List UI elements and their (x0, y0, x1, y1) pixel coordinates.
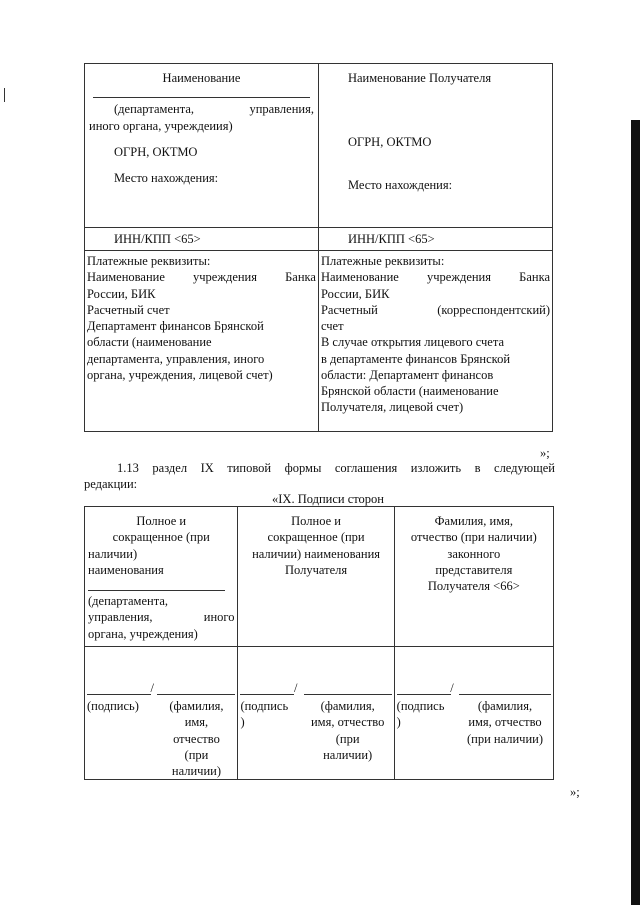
party-right-title: Наименование Получателя (347, 71, 492, 85)
party-left-inn: ИНН/КПП <65> (114, 232, 201, 246)
party-right-inn: ИНН/КПП <65> (347, 232, 435, 246)
party-left-ogrn: ОГРН, ОКТМО (114, 144, 198, 159)
head-line: представителя (435, 562, 513, 577)
signature-caption: (подпись) (87, 699, 139, 713)
party-left-title: Наименование (162, 71, 241, 85)
name-caption: (фамилия, (477, 699, 533, 713)
name-line (459, 684, 551, 695)
name-line (304, 684, 392, 695)
bank-line: области: Департамент финансов (320, 367, 494, 382)
party2-header-cell (238, 507, 394, 647)
party3-header-cell (394, 507, 553, 647)
head-line: Полное и (291, 514, 341, 528)
signature-caption: ) (396, 715, 401, 730)
name-underline (93, 97, 310, 98)
dept-line-1: (департамента, управления, (114, 102, 314, 117)
signature-cell-2 (238, 647, 394, 780)
name-underline (88, 590, 225, 591)
margin-mark (4, 88, 5, 102)
head-line: Получателя (285, 562, 348, 577)
bank-line: России, БИК (87, 286, 156, 301)
name-caption: имя, (184, 715, 209, 730)
bank-line: Наименование учреждения Банка (87, 270, 316, 285)
signature-cell-3 (394, 647, 553, 780)
paragraph-line-1: 1.13 раздел IX типовой формы соглашения изложить в следующей (117, 461, 555, 475)
party-left-name-cell (85, 64, 319, 228)
name-caption: отчество (173, 731, 220, 746)
head-line: наличии) (88, 546, 138, 561)
name-caption: (при (335, 731, 360, 746)
head-line: наличии) наименования (252, 546, 381, 561)
signatures-table (84, 506, 554, 780)
dept-line: управления, иного (88, 610, 235, 625)
closing-quote-mark: »; (540, 446, 550, 460)
name-caption: имя, отчество (468, 715, 542, 730)
name-caption: (фамилия, (169, 699, 224, 713)
bank-line: Наименование учреждения Банка (320, 270, 550, 285)
dept-line-2: иного органа, учреждеиия) (89, 118, 233, 133)
dept-line: (департамента, (88, 594, 168, 608)
head-line: сокращенное (при (267, 530, 365, 545)
closing-quote-mark-2: »; (570, 785, 580, 799)
party-right-inn-cell (318, 228, 552, 251)
scan-edge-bar (631, 120, 640, 905)
head-line: наименования (88, 562, 164, 577)
dept-line: органа, учреждения) (88, 626, 198, 641)
bank-line: счет (320, 319, 344, 333)
signature-caption: (подпись (240, 699, 289, 713)
bank-line: в департаменте финансов Брянской (320, 351, 511, 366)
bank-line: Получателя, лицевой счет) (320, 400, 464, 415)
name-caption: имя, отчество (310, 715, 385, 730)
requisites-table (84, 63, 553, 432)
bank-line: Расчетный (корреспондентский) (320, 302, 550, 317)
signature-caption: (подпись (396, 699, 445, 713)
name-line (157, 684, 235, 695)
bank-line: Расчетный счет (87, 302, 170, 317)
signature-caption: ) (240, 715, 245, 730)
bank-line: области (наименование (87, 335, 212, 350)
bank-line: органа, учреждения, лицевой счет) (87, 367, 273, 382)
signature-cell-1 (85, 647, 238, 780)
name-caption: (при наличии) (466, 731, 544, 746)
bank-line: Департамент финансов Брянской (87, 319, 264, 333)
section-title: «IX. Подписи сторон (272, 492, 384, 506)
signature-line: / (397, 684, 451, 695)
party-right-name-cell (318, 64, 552, 228)
signature-line: / (87, 684, 151, 695)
party-left-inn-cell (85, 228, 319, 251)
party-left-bank-cell (85, 251, 319, 432)
head-line: Фамилия, имя, (434, 514, 514, 528)
party-left-location: Место нахождения: (114, 171, 219, 185)
head-line: сокращенное (при (112, 530, 210, 545)
head-line: отчество (при наличии) (410, 530, 537, 545)
amendment-paragraph (84, 460, 555, 493)
party-right-ogrn: ОГРН, ОКТМО (347, 135, 432, 150)
bank-line: России, БИК (320, 286, 390, 301)
party-right-bank-cell (318, 251, 552, 432)
name-caption: (при (184, 747, 209, 762)
bank-line: департамента, управления, иного (87, 351, 265, 366)
signature-line: / (240, 684, 294, 695)
head-line: Полное и (136, 514, 187, 528)
party1-header-cell (85, 507, 238, 647)
bank-line: Платежные реквизиты: (87, 254, 211, 268)
bank-line: Брянской области (наименование (320, 384, 499, 398)
party-right-location: Место нахождения: (347, 177, 453, 192)
head-line: законного (447, 546, 501, 561)
bank-line: Платежные реквизиты: (320, 254, 445, 268)
name-caption: (фамилия, (320, 699, 375, 713)
head-line: Получателя <66> (427, 579, 520, 593)
name-caption: наличии) (323, 747, 373, 762)
paragraph-line-2: редакции: (84, 477, 138, 492)
bank-line: В случае открытия лицевого счета (320, 335, 504, 350)
name-caption: наличии) (171, 764, 221, 778)
